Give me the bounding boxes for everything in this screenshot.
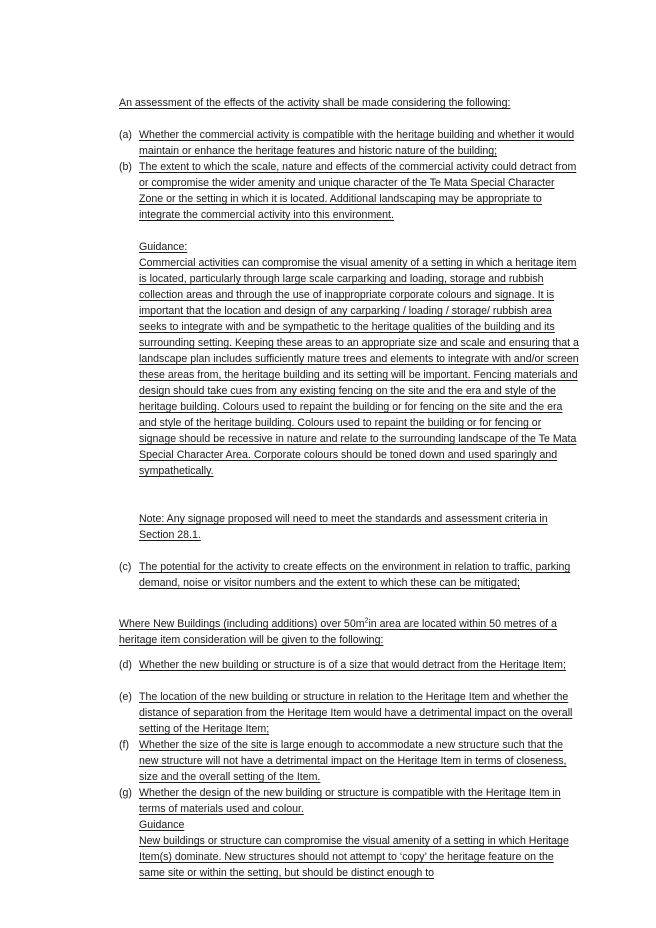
new-buildings-text-start: Where New Buildings (including additions) over 50m [119,618,365,630]
item-label: (b) [119,161,132,173]
item-label: (g) [119,787,132,799]
item-label: (f) [119,739,129,751]
list-item-c [119,559,579,591]
item-text: The location of the new building or structure in relation to the Heritage Item and whether the distance of separation from the Heritage Item would have a detrimental impact on the overall setting of the Heritage Item; [139,691,573,735]
item-label: (a) [119,129,132,141]
intro-paragraph: An assessment of the effects of the activity shall be made considering the following: [119,97,511,109]
list-item-g [119,785,579,817]
item-text: Whether the commercial activity is compatible with the heritage building and whether it would maintain or enhance the heritage features and historic nature of the building; [139,129,575,157]
item-text: The potential for the activity to create effects on the environment in relation to traffic, parking demand, noise or visitor numbers and the extent to which these can be mitigated; [139,561,571,589]
new-buildings-text-end: in area are located within 50 metres of a heritage item consideration will be given to the following: [119,618,557,646]
guidance-heading: Guidance: [139,241,188,253]
signage-note: Note: Any signage proposed will need to meet the standards and assessment criteria in Section 28.1. [139,513,548,541]
item-text: Whether the size of the site is large enough to accommodate a new structure such that the new structure will not have a detrimental impact on the Heritage Item in terms of closeness, size and the overall setting of the Item. [139,739,567,783]
item-text: Whether the new building or structure is of a size that would detract from the Heritage Item; [139,659,566,671]
new-buildings-paragraph [119,616,579,648]
guidance-heading-2: Guidance [139,819,185,831]
list-item-b [119,159,579,223]
item-text: The extent to which the scale, nature and effects of the commercial activity could detract from or compromise the wider amenity and unique character of the Te Mata Special Character Zone or the setting in which it is located. Additional landscaping may be appropriate to integrate the commercial activity into this environment. [139,161,577,221]
item-label: (c) [119,561,132,573]
superscript-two: 2 [364,617,369,625]
list-item-e [119,689,579,737]
guidance-text-2: New buildings or structure can compromise the visual amenity of a setting in which Heritage Item(s) dominate. New structures should not attempt to ‘copy’ the heritage feature on the same site or within the setting, but should be distinct enough to [139,835,569,879]
list-item-d [119,657,579,673]
item-label: (d) [119,659,132,671]
list-item-a [119,127,579,159]
list-item-f [119,737,579,785]
guidance-text: Commercial activities can compromise the visual amenity of a setting in which a heritage item is located, particularly through large scale carparking and loading, storage and rubbish collection areas and through the use of inappropriate corporate colours and signage. It is important that the location and design of any carparking / loading / storage/ rubbish area seeks to integrate with and be sympathetic to the heritage qualities of the building and its surrounding setting. Keeping these areas to an appropriate size and scale and ensuring that a landscape plan includes sufficiently mature trees and elements to integrate with and/or screen these areas from, the heritage building and its setting will be important. Fencing materials and design should take cues from any existing fencing on the site and the era and style of the heritage building. Colours used to repaint the building or for fencing on the site and the era and style of the heritage building. Colours used to repaint the building or for fencing or signage should be recessive in nature and relate to the surrounding landscape of the Te Mata Special Character Area. Corporate colours should be toned down and used sparingly and sympathetically. [139,257,579,477]
item-text: Whether the design of the new building or structure is compatible with the Heritage Item in terms of materials used and colour. [139,787,561,815]
item-label: (e) [119,691,132,703]
